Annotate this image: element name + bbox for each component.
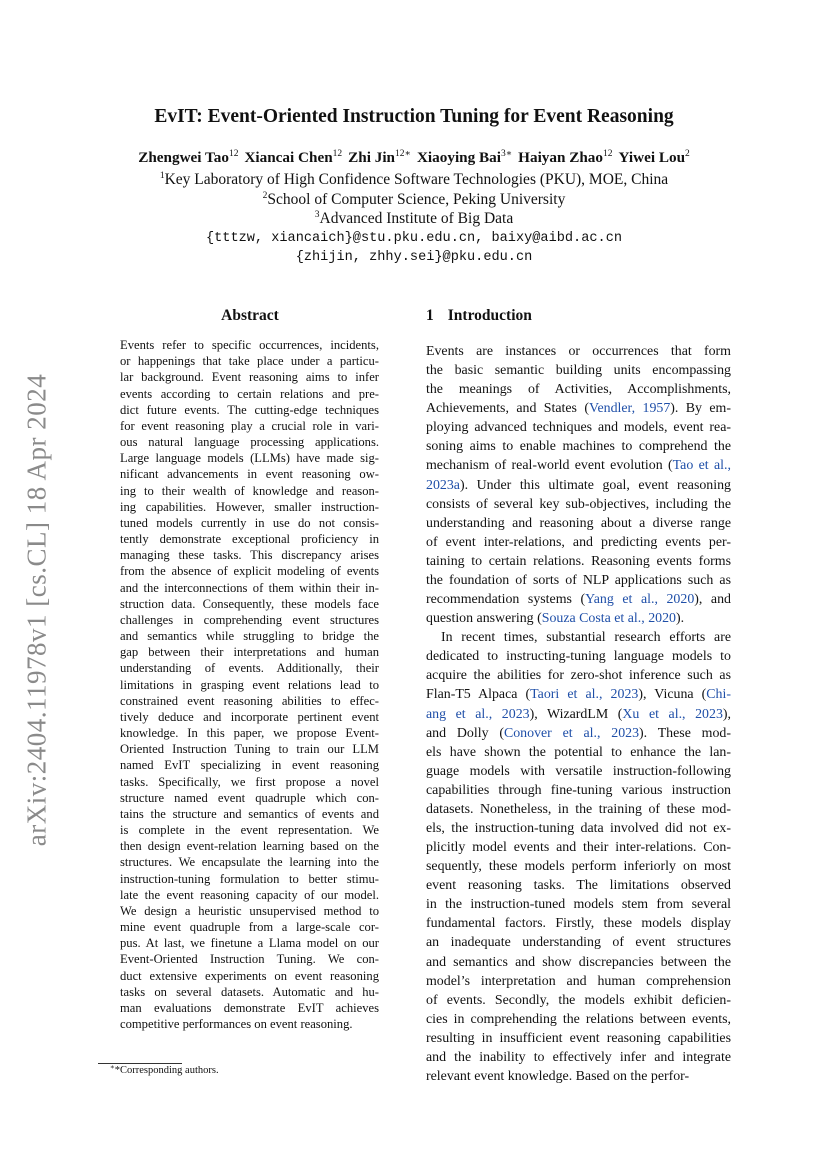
citation-link[interactable]: Conover et al., 2023 [503, 725, 640, 741]
abstract-line: for event reasoning play a crucial role in vari- [120, 418, 379, 433]
introduction-line: datasets. Nonetheless, in the training of these mod- [426, 801, 731, 817]
abstract-line: structures. We encapsulate the learning into the [120, 855, 379, 870]
abstract-line: constrained event reasoning abilities to effec- [120, 693, 379, 708]
abstract-line: managing these tasks. This discrepancy arises [120, 548, 379, 563]
introduction-line: understanding and reasoning about a diverse range [426, 515, 731, 531]
affiliation-2: $^2$School of Computer Science, Peking University [262, 191, 566, 208]
introduction-line: of event inter-relations, and predicting events per- [426, 534, 731, 550]
abstract-line: pus. At last, we finetune a Llama model on our [120, 936, 379, 951]
introduction-line: Achievements, and States (Vendler, 1957). By em- [426, 401, 731, 417]
introduction-line: Flan-T5 Alpaca (Taori et al., 2023), Vicuna (Chi- [426, 687, 731, 703]
abstract-line: mine event quadruple from a large-scale cor- [120, 920, 379, 935]
introduction-line: recommendation systems (Yang et al., 2020), and [426, 592, 731, 608]
abstract-line: tains the structure and semantics of events and [120, 806, 379, 821]
abstract-line: competitive performances on event reasoning. [120, 1017, 353, 1032]
paper-title: EvIT: Event-Oriented Instruction Tuning for Event Reasoning [154, 106, 674, 127]
introduction-line: resulting in insufficient event reasoning capabilities [426, 1030, 731, 1046]
introduction-line: and Dolly (Conover et al., 2023). These mod- [426, 725, 731, 741]
abstract-line: tently demonstrate exceptional proficiency in [120, 532, 379, 547]
introduction-line: sequently, these models perform inferiorly on most [426, 859, 731, 875]
abstract-line: Large language models (LLMs) have made sig- [120, 451, 379, 466]
abstract-line: tasks on several datasets. Automatic and hu- [120, 984, 379, 999]
citation-link[interactable]: Taori et al., 2023 [530, 687, 639, 703]
abstract-line: tively deduce and incorporate pertinent event [120, 709, 379, 724]
citation-link[interactable]: Chi- [706, 687, 731, 703]
abstract-line: knowledge. In this paper, we propose Event- [120, 726, 379, 741]
abstract-line: named EvIT specializing in event reasoning [120, 758, 379, 773]
abstract-line: ous natural language processing applications. [120, 435, 379, 450]
abstract-line: duct extensive experiments on event reasoning [120, 968, 379, 983]
abstract-line: structure named event quadruple which con- [120, 790, 379, 805]
citation-link[interactable]: Vendler, 1957 [588, 401, 671, 417]
abstract-line: tasks. Specifically, we first propose a novel [120, 774, 379, 789]
introduction-line: dedicated to instructing-tuning language models to [426, 649, 731, 665]
introduction-line: 2023a). Under this ultimate goal, event reasoning [426, 477, 731, 493]
introduction-line: in the instruction-tuned models stem from several [426, 897, 731, 913]
introduction-line: event reasoning tasks. The limitations observed [426, 878, 731, 894]
abstract-line: limitations in grasping event relations lead to [120, 677, 379, 692]
abstract-line: Oriented Instruction Tuning to train our LLM [120, 742, 379, 757]
introduction-line: the foundation of sorts of NLP applications such as [426, 572, 731, 588]
introduction-line: and the inability to effectively infer and integrate [426, 1049, 731, 1065]
introduction-line: question answering (Souza Costa et al., 2020). [426, 611, 685, 627]
introduction-line: capabilities through fine-tuning various instruction [426, 782, 731, 798]
introduction-line: guage models with versatile instruction-following [426, 763, 731, 779]
introduction-line: of events. Secondly, the models exhibit deficien- [426, 992, 731, 1008]
abstract-line: ing capabilities. However, smaller instruction- [120, 499, 379, 514]
abstract-line: and the interconnections of them within their in- [120, 580, 379, 595]
author-list [0, 149, 828, 167]
abstract-line: or happenings that take place under a particu- [120, 354, 379, 369]
abstract-line: then design event-relation learning based on the [120, 839, 379, 854]
citation-link[interactable]: Tao et al., [672, 458, 731, 474]
introduction-line: fundamental factors. Firstly, these models display [426, 916, 731, 932]
introduction-line: taining to certain relations. Reasoning events forms [426, 553, 731, 569]
citation-link[interactable]: 2023a [426, 477, 460, 493]
abstract-heading: Abstract [221, 307, 279, 324]
arxiv-identifier: arXiv:2404.11978v1 [cs.CL] 18 Apr 2024 [21, 373, 52, 847]
introduction-line: In recent times, substantial research efforts are [441, 630, 731, 646]
introduction-line: Events are instances or occurrences that form [426, 344, 731, 359]
abstract-line: Events refer to specific occurrences, incidents, [120, 338, 379, 352]
citation-link[interactable]: Xu et al., 2023 [622, 706, 723, 722]
citation-link[interactable]: ang et al., 2023 [426, 706, 530, 722]
affiliation-3: $^3$Advanced Institute of Big Data [314, 210, 514, 227]
author-name: Zhengwei Tao$^{12}$ [138, 149, 239, 166]
footnote: ∗*Corresponding authors. [110, 1063, 219, 1076]
introduction-line: model’s interpretation and human comprehension [426, 973, 731, 989]
abstract-line: understanding of events. Additionally, their [120, 661, 379, 676]
abstract-line: ing to their wealth of knowledge and reason- [120, 483, 379, 498]
introduction-line: consists of several key sub-objectives, including the [426, 496, 731, 512]
author-name: Zhi Jin$^{12∗}$ [348, 149, 411, 166]
introduction-heading: 1 Introduction [426, 307, 532, 324]
abstract-line: nificant advancements in event reasoning ow- [120, 467, 379, 482]
introduction-line: and semantics and show discrepancies between the [426, 954, 731, 970]
introduction-line: els, the instruction-tuning data involved did not ex- [426, 821, 731, 836]
author-name: Xiancai Chen$^{12}$ [244, 149, 343, 166]
abstract-line: lar background. Event reasoning aims to infer [120, 370, 379, 385]
introduction-line: acquire the abilities for zero-shot inference such as [426, 668, 731, 684]
introduction-line: ploying advanced techniques and models, event rea- [426, 420, 731, 436]
abstract-line: instruction-tuning formulation to better stimu- [120, 871, 379, 886]
abstract-line: Event-Oriented Instruction Tuning. We con- [120, 952, 379, 967]
introduction-line: els have shown the potential to enhance the lan- [426, 744, 731, 760]
citation-link[interactable]: Yang et al., 2020 [585, 592, 695, 608]
author-name: Haiyan Zhao$^{12}$ [518, 149, 613, 166]
abstract-line: is complete in the event representation. We [120, 823, 379, 838]
citation-link[interactable]: Souza Costa et al., 2020 [541, 611, 676, 627]
author-name: Xiaoying Bai$^{3∗}$ [416, 149, 513, 166]
introduction-line: mechanism of real-world event evolution (Tao et al., [426, 458, 731, 474]
author-name: Yiwei Lou$^2$ [618, 149, 690, 166]
abstract-line: late the event reasoning capacity of our model. [120, 887, 379, 902]
introduction-line: the meanings of Activities, Accomplishments, [426, 382, 731, 398]
abstract-line: tuned models currently in use do not consis- [120, 515, 379, 530]
abstract-line: struction data. Consequently, these models face [120, 596, 379, 611]
introduction-line: soning aims to enable machines to comprehend the [426, 439, 731, 455]
email-line-2[interactable]: {zhijin, zhhy.sei}@pku.edu.cn [295, 250, 533, 265]
introduction-line: ang et al., 2023), WizardLM (Xu et al., 2023), [426, 706, 732, 722]
affiliation-1: $^1$Key Laboratory of High Confidence Software Technologies (PKU), MOE, China [159, 171, 669, 188]
abstract-line: man evaluations demonstrate EvIT achieves [120, 1000, 379, 1015]
abstract-line: challenges in comprehending event structures [120, 612, 379, 627]
introduction-line: an inadequate understanding of event structures [426, 935, 731, 951]
abstract-line: We design a heuristic unsupervised method to [120, 903, 379, 918]
abstract-line: dict future events. The cutting-edge techniques [120, 402, 379, 417]
abstract-line: events according to certain relations and pre- [120, 386, 379, 401]
introduction-line: cies in comprehending the relations between events, [426, 1011, 731, 1027]
introduction-line: relevant event knowledge. Based on the perfor- [426, 1069, 690, 1085]
abstract-line: gap between their interpretations and human [120, 645, 379, 660]
introduction-line: plicitly model events and their inter-relations. Con- [426, 840, 731, 856]
arxiv-sidebar-stamp [14, 360, 60, 860]
abstract-line: from the absence of explicit modeling of events [120, 564, 379, 579]
abstract-line: and semantics while struggling to bridge the [120, 629, 379, 644]
email-line-1[interactable]: {tttzw, xiancaich}@stu.pku.edu.cn, baixy@aibd.ac.cn [205, 231, 623, 246]
introduction-line: the basic semantic building units encompassing [426, 363, 731, 379]
